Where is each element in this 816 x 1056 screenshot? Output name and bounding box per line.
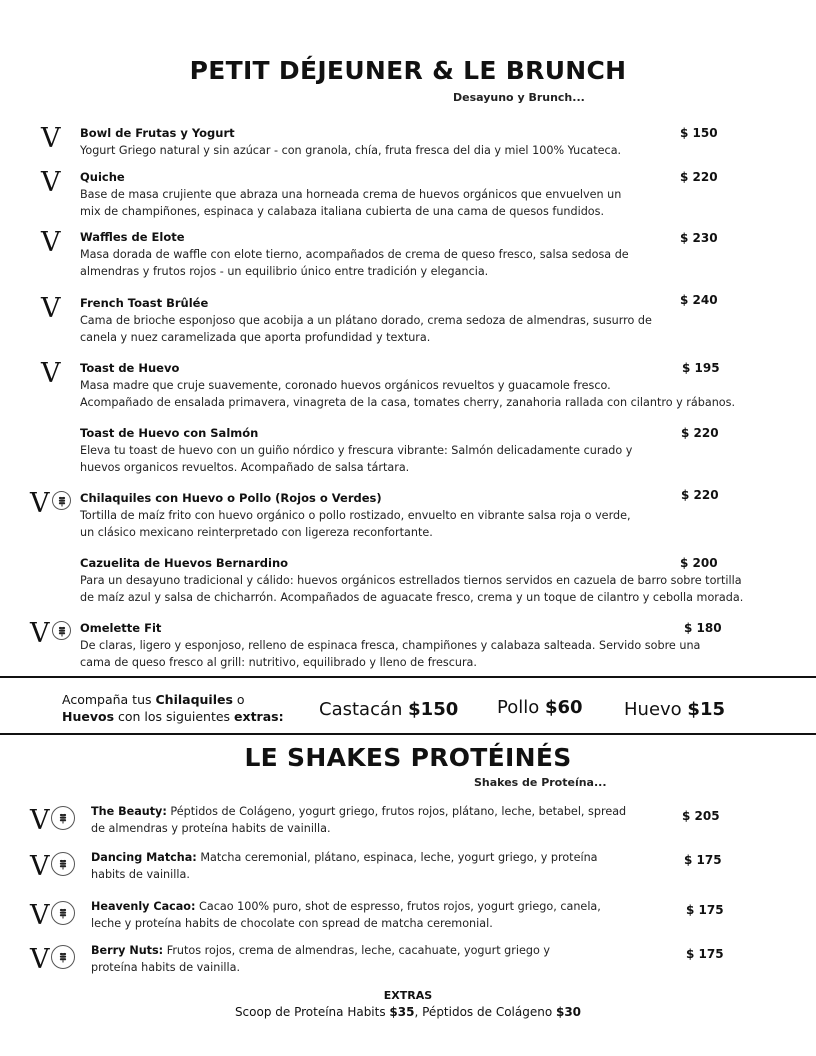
shake-description (91, 943, 550, 976)
vegetarian-v-icon: V (30, 805, 50, 836)
addons-intro-huevos: Huevos (62, 709, 115, 724)
shake-price: $ 175 (686, 903, 724, 917)
menu-item-description-line: huevos organicos revueltos. Acompañado de salsa tártara. (80, 460, 410, 474)
shake-description-line (91, 943, 550, 960)
menu-item-name: Cazuelita de Huevos Bernardino (80, 556, 289, 570)
addons-intro-text: o (232, 692, 245, 707)
addon-option-price: $15 (687, 699, 725, 720)
extras-item-price: $30 (555, 1005, 582, 1019)
shake-ingredients: Matcha ceremonial, plátano, espinaca, leche, yogurt griego, y proteína (196, 851, 598, 864)
menu-item-name: French Toast Brûlée (80, 296, 209, 310)
menu-item-description-line: Base de masa crujiente que abraza una horneada crema de huevos orgánicos que envuelven un (80, 188, 622, 201)
shake-ingredients: Péptidos de Colágeno, yogurt griego, frutos rojos, plátano, leche, betabel, spread (166, 805, 627, 818)
shake-description (91, 804, 626, 837)
vegetarian-v-icon: V (41, 358, 61, 389)
page-title: PETIT DÉJEUNER & LE BRUNCH (189, 56, 627, 85)
wheat-icon (58, 812, 68, 824)
menu-item-description-line: Cama de brioche esponjoso que acobija a un plátano dorado, crema sedoza de almendras, susurro de (80, 314, 652, 327)
menu-item-description-line: Para un desayuno tradicional y cálido: huevos orgánicos estrellados tiernos servidos en cazuela de barro sobre tortilla (80, 574, 742, 587)
menu-item-description (80, 247, 629, 280)
section-divider-top (0, 676, 816, 678)
vegetarian-v-icon: V (30, 851, 50, 882)
menu-item-price: $ 220 (680, 170, 718, 184)
menu-item-name: Toast de Huevo con Salmón (80, 426, 259, 440)
shakes-subtitle: Shakes de Proteína... (474, 776, 607, 789)
menu-item-description-line: Masa madre que cruje suavemente, coronado huevos orgánicos revueltos y guacamole fresco. (80, 379, 611, 392)
vegetarian-v-icon: V (41, 227, 61, 258)
menu-item-price: $ 195 (682, 361, 720, 375)
extras-item-label: Scoop de Proteína Habits (234, 1005, 390, 1019)
menu-item-name: Toast de Huevo (80, 361, 180, 375)
shake-description-line: leche y proteína habits de chocolate con spread de matcha ceremonial. (91, 916, 493, 930)
gluten-free-badge-icon (51, 852, 75, 876)
wheat-icon (58, 951, 68, 963)
menu-item-description-line: Tortilla de maíz frito con huevo orgánico o pollo rostizado, envuelto en vibrante salsa roja o verde, (80, 509, 631, 522)
vegetarian-v-icon: V (41, 167, 61, 198)
shake-price: $ 205 (682, 809, 720, 823)
shake-description-line: proteína habits de vainilla. (91, 960, 241, 974)
addon-option-price: $60 (544, 697, 583, 718)
shakes-title: LE SHAKES PROTÉINÉS (244, 743, 572, 772)
addon-option-label: Pollo (497, 697, 540, 718)
vegetarian-v-icon: V (30, 944, 50, 975)
menu-item-name: Waffles de Elote (80, 230, 185, 244)
addon-option-label: Castacán (319, 699, 403, 720)
shake-name: Dancing Matcha: (91, 851, 197, 864)
addon-option-castacan (319, 699, 458, 720)
menu-item-description (80, 508, 631, 541)
addons-intro-chilaquiles: Chilaquiles (155, 692, 233, 707)
menu-item-description-line: Masa dorada de waffle con elote tierno, acompañados de crema de queso fresco, salsa sedosa de (80, 248, 629, 261)
menu-item-price: $ 240 (680, 293, 718, 307)
vegetarian-v-icon: V (30, 618, 50, 649)
wheat-icon (58, 907, 68, 919)
page-subtitle: Desayuno y Brunch... (453, 91, 585, 104)
addons-intro (62, 691, 292, 725)
menu-item-description-line: cama de queso fresco al grill: nutritivo, equilibrado y lleno de frescura. (80, 655, 477, 669)
shake-ingredients: Cacao 100% puro, shot de espresso, frutos rojos, yogurt griego, canela, (195, 900, 601, 913)
shake-price: $ 175 (686, 947, 724, 961)
wheat-icon (57, 495, 67, 507)
addons-intro-text: con los siguientes (114, 709, 235, 724)
shake-description-line: habits de vainilla. (91, 867, 190, 881)
addon-option-label: Huevo (624, 699, 682, 720)
menu-item-description-line: un clásico mexicano reinterpretado con ligereza reconfortante. (80, 525, 433, 539)
gluten-free-badge-icon (52, 621, 71, 640)
shake-description-line (91, 804, 626, 821)
menu-item-description-line: Eleva tu toast de huevo con un guiño nórdico y frescura vibrante: Salmón delicadamente curado y (80, 444, 633, 457)
menu-item-description (80, 187, 621, 220)
addons-intro-extras: extras: (234, 709, 284, 724)
wheat-icon (57, 625, 67, 637)
menu-item-name: Quiche (80, 170, 125, 184)
menu-item-description-line: De claras, ligero y esponjoso, relleno de espinaca fresca, champiñones y calabaza salteada. Servido sobre una (80, 639, 701, 652)
vegetarian-v-icon: V (41, 293, 61, 324)
menu-item-description (80, 378, 735, 411)
shake-ingredients: Frutos rojos, crema de almendras, leche, cacahuate, yogurt griego y (163, 944, 550, 957)
vegetarian-v-icon: V (30, 488, 50, 519)
shake-name: Heavenly Cacao: (91, 900, 196, 913)
menu-item-description (80, 638, 700, 671)
vegetarian-v-icon: V (41, 123, 61, 154)
vegetarian-v-icon: V (30, 900, 50, 931)
shake-description-line (91, 899, 601, 916)
menu-item-description (80, 143, 621, 160)
gluten-free-badge-icon (51, 806, 75, 830)
menu-item-name: Omelette Fit (80, 621, 162, 635)
addons-intro-text: Acompaña tus (62, 692, 156, 707)
extras-item-price: $35 (389, 1005, 415, 1019)
menu-item-price: $ 220 (681, 488, 719, 502)
menu-item-description-line: almendras y frutos rojos - un equilibrio único entre tradición y elegancia. (80, 264, 489, 278)
shake-description-line: de almendras y proteína habits de vainilla. (91, 821, 331, 835)
menu-item-description (80, 443, 632, 476)
menu-item-description (80, 573, 743, 606)
gluten-free-badge-icon (52, 491, 71, 510)
shake-description (91, 899, 601, 932)
gluten-free-badge-icon (51, 901, 75, 925)
gluten-free-badge-icon (51, 945, 75, 969)
shake-name: Berry Nuts: (91, 944, 164, 957)
menu-item-description-line: Yogurt Griego natural y sin azúcar - con granola, chía, fruta fresca del dia y miel 100% Yucateca. (80, 144, 622, 157)
menu-item-price: $ 180 (684, 621, 722, 635)
extras-line (0, 1005, 816, 1019)
shake-description (91, 850, 598, 883)
extras-item-label: Péptidos de Colágeno (422, 1005, 556, 1019)
menu-item-name: Bowl de Frutas y Yogurt (80, 126, 235, 140)
menu-item-description (80, 313, 652, 346)
addon-option-pollo (497, 697, 583, 718)
extras-separator: , (414, 1005, 423, 1019)
menu-item-description-line: de maíz azul y salsa de chicharrón. Acompañados de aguacate fresco, crema y un toque de cilantro y cebolla morada. (80, 590, 744, 604)
menu-item-price: $ 230 (680, 231, 718, 245)
menu-item-description-line: canela y nuez caramelizada que aporta profundidad y textura. (80, 330, 431, 344)
shake-description-line (91, 850, 598, 867)
menu-item-description-line: Acompañado de ensalada primavera, vinagreta de la casa, tomates cherry, zanahoria rallada con cilantro y rábanos. (80, 395, 736, 409)
menu-item-price: $ 150 (680, 126, 718, 140)
section-divider-bottom (0, 733, 816, 735)
menu-item-name: Chilaquiles con Huevo o Pollo (Rojos o Verdes) (80, 491, 382, 505)
menu-item-price: $ 200 (680, 556, 718, 570)
menu-item-description-line: mix de champiñones, espinaca y calabaza italiana cubierta de una cama de quesos fundidos. (80, 204, 605, 218)
extras-title: EXTRAS (383, 989, 433, 1002)
addon-option-huevo (624, 699, 725, 720)
wheat-icon (58, 858, 68, 870)
shake-price: $ 175 (684, 853, 722, 867)
addon-option-price: $150 (408, 699, 459, 720)
menu-item-price: $ 220 (681, 426, 719, 440)
shake-name: The Beauty: (91, 805, 167, 818)
